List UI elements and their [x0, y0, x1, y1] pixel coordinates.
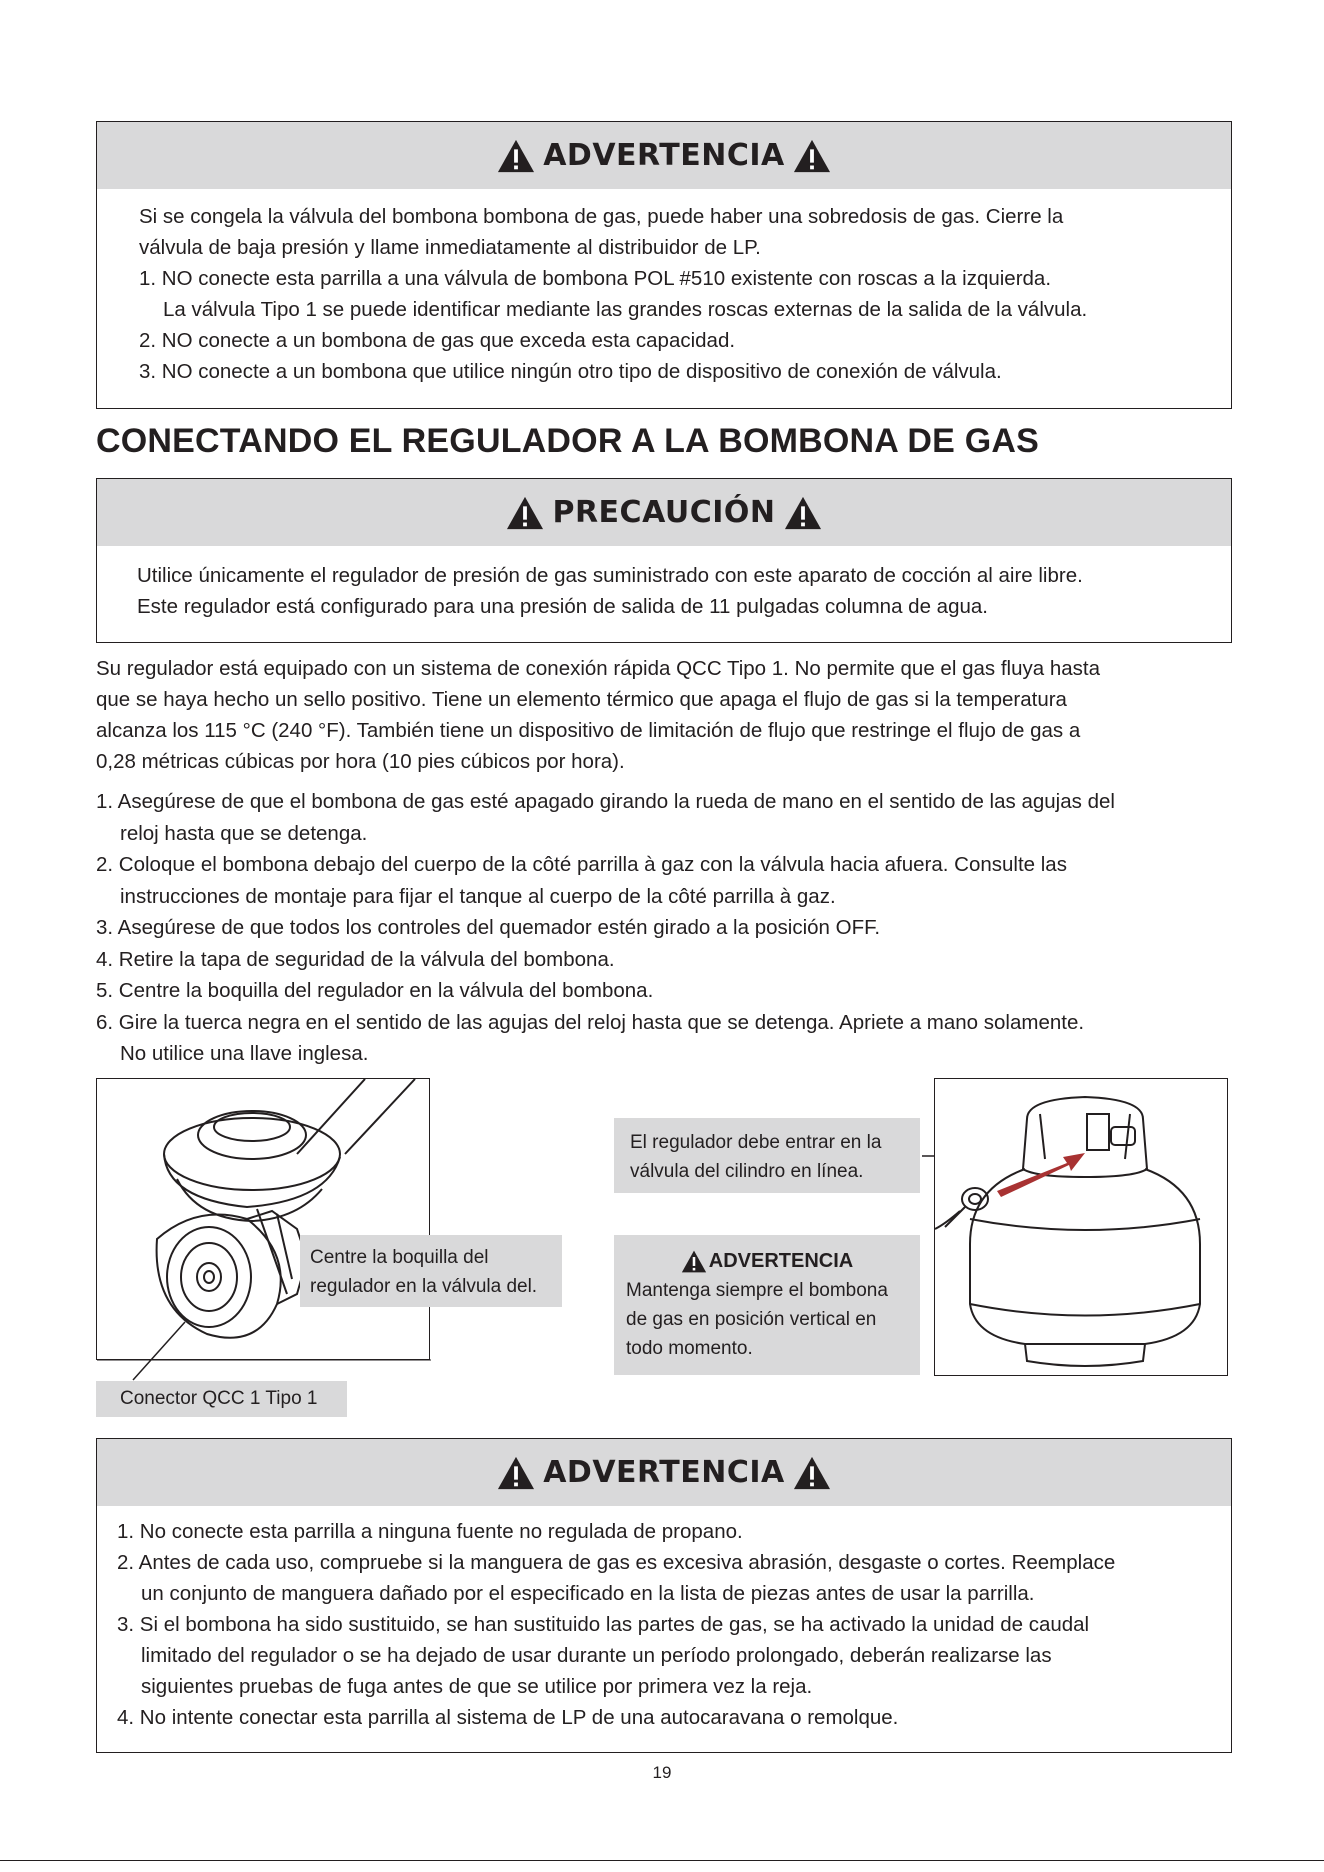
warning-item: 1. No conecte esta parrilla a ninguna fuente no regulada de propano. — [117, 1520, 743, 1543]
warning-triangle-icon — [681, 1250, 707, 1273]
label-line: El regulador debe entrar en la — [630, 1132, 882, 1153]
warning-triangle-icon — [497, 1455, 535, 1491]
warning-note-line: todo momento. — [626, 1338, 753, 1359]
warning-item: limitado del regulador o se ha dejado de usar durante un período prolongado, deberán realizarse las — [141, 1644, 1052, 1667]
section-title: CONECTANDO EL REGULADOR A LA BOMBONA DE GAS — [96, 422, 1039, 460]
intro-paragraph — [96, 653, 1236, 777]
warning-triangle-icon — [497, 138, 535, 174]
pointer-line — [130, 1320, 190, 1382]
warning-item: 1. NO conecte esta parrilla a una válvula de bombona POL #510 existente con roscas a la izquierda. — [139, 267, 1052, 290]
caution-line: Utilice únicamente el regulador de presión de gas suministrado con este aparato de cocción al aire libre. — [137, 564, 1083, 587]
regulator-illustration — [97, 1079, 431, 1361]
footer-rule — [0, 1860, 1324, 1861]
step-item: 2. Coloque el bombona debajo del cuerpo de la côté parrilla à gaz con la válvula hacia afuera. Consulte las — [96, 853, 1067, 876]
intro-line: Su regulador está equipado con un sistema de conexión rápida QCC Tipo 1. No permite que el gas fluya hasta — [96, 657, 1100, 680]
step-item: 6. Gire la tuerca negra en el sentido de las agujas del reloj hasta que se detenga. Apriete a mano solamente. — [96, 1010, 1085, 1034]
warning-item: 3. Si el bombona ha sido sustituido, se han sustituido las partes de gas, se ha activado la unidad de caudal — [117, 1613, 1090, 1636]
cylinder-figure — [934, 1078, 1228, 1376]
step-item: 4. Retire la tapa de seguridad de la válvula del bombona. — [96, 947, 615, 971]
label-center-nozzle — [300, 1235, 562, 1307]
warning-header — [97, 1439, 1231, 1506]
intro-line: alcanza los 115 °C (240 °F). También tiene un dispositivo de limitación de flujo que restringe el flujo de gas a — [96, 719, 1081, 742]
warning-item: 2. NO conecte a un bombona de gas que exceda esta capacidad. — [139, 329, 736, 352]
warning-note-line: Mantenga siempre el bombona — [626, 1280, 888, 1301]
warning-intro: Si se congela la válvula del bombona bombona de gas, puede haber una sobredosis de gas. Cierre la — [139, 205, 1064, 228]
regulator-figure — [96, 1078, 430, 1360]
warning-item: 4. No intente conectar esta parrilla al sistema de LP de una autocaravana o remolque. — [117, 1706, 899, 1729]
warning-triangle-icon — [793, 1455, 831, 1491]
page-number: 19 — [652, 1763, 672, 1782]
steps-list — [96, 786, 1236, 1070]
label-inline — [614, 1118, 920, 1193]
label-line: Centre la boquilla del — [310, 1247, 489, 1268]
step-item: 3. Asegúrese de que todos los controles del quemador estén girado a la posición OFF. — [96, 916, 881, 939]
step-item: reloj hasta que se detenga. — [120, 821, 368, 845]
warning-note-header — [626, 1247, 908, 1276]
warning-item: La válvula Tipo 1 se puede identificar mediante las grandes roscas externas de la salida de la válvula. — [163, 298, 1088, 321]
warning-note-title: ADVERTENCIA — [708, 1250, 854, 1272]
caution-title: PRECAUCIÓN — [552, 495, 776, 530]
step-item: No utilice una llave inglesa. — [120, 1042, 369, 1065]
step-item: 1. Asegúrese de que el bombona de gas esté apagado girando la rueda de mano en el sentido de las agujas del — [96, 790, 1115, 813]
label-qcc-connector — [96, 1381, 347, 1417]
warning-triangle-icon — [784, 495, 822, 531]
warning-box-bottom — [96, 1438, 1232, 1753]
warning-intro: válvula de baja presión y llame inmediatamente al distribuidor de LP. — [139, 236, 761, 259]
step-item: 5. Centre la boquilla del regulador en la válvula del bombona. — [96, 979, 654, 1002]
intro-line: 0,28 métricas cúbicas por hora (10 pies cúbicos por hora). — [96, 750, 625, 773]
caution-line: Este regulador está configurado para una presión de salida de 11 pulgadas columna de agua. — [137, 595, 988, 618]
gas-cylinder-illustration — [935, 1079, 1229, 1377]
warning-header — [97, 122, 1231, 189]
warning-item: 3. NO conecte a un bombona que utilice ningún otro tipo de dispositivo de conexión de válvula. — [139, 360, 1002, 383]
warning-item: un conjunto de manguera dañado por el especificado en la lista de piezas antes de usar la parrilla. — [141, 1582, 1035, 1605]
step-item: instrucciones de montaje para fijar el tanque al cuerpo de la côté parrilla à gaz. — [120, 884, 836, 908]
warning-item: siguientes pruebas de fuga antes de que se utilice por primera vez la reja. — [141, 1675, 813, 1698]
warning-triangle-icon — [506, 495, 544, 531]
warning-title: ADVERTENCIA — [543, 138, 785, 173]
warning-item: 2. Antes de cada uso, compruebe si la manguera de gas es excesiva abrasión, desgaste o cortes. Reemplace — [117, 1551, 1116, 1574]
label-line: Conector QCC 1 Tipo 1 — [120, 1388, 318, 1409]
label-line: regulador en la válvula del. — [310, 1276, 538, 1297]
warning-note — [614, 1235, 920, 1375]
caution-box — [96, 478, 1232, 643]
warning-box-top — [96, 121, 1232, 409]
warning-title: ADVERTENCIA — [543, 1455, 785, 1490]
label-line: válvula del cilindro en línea. — [630, 1161, 864, 1182]
intro-line: que se haya hecho un sello positivo. Tiene un elemento térmico que apaga el flujo de gas si la temperatura — [96, 688, 1067, 711]
caution-header — [97, 479, 1231, 546]
warning-note-line: de gas en posición vertical en — [626, 1309, 877, 1330]
warning-triangle-icon — [793, 138, 831, 174]
